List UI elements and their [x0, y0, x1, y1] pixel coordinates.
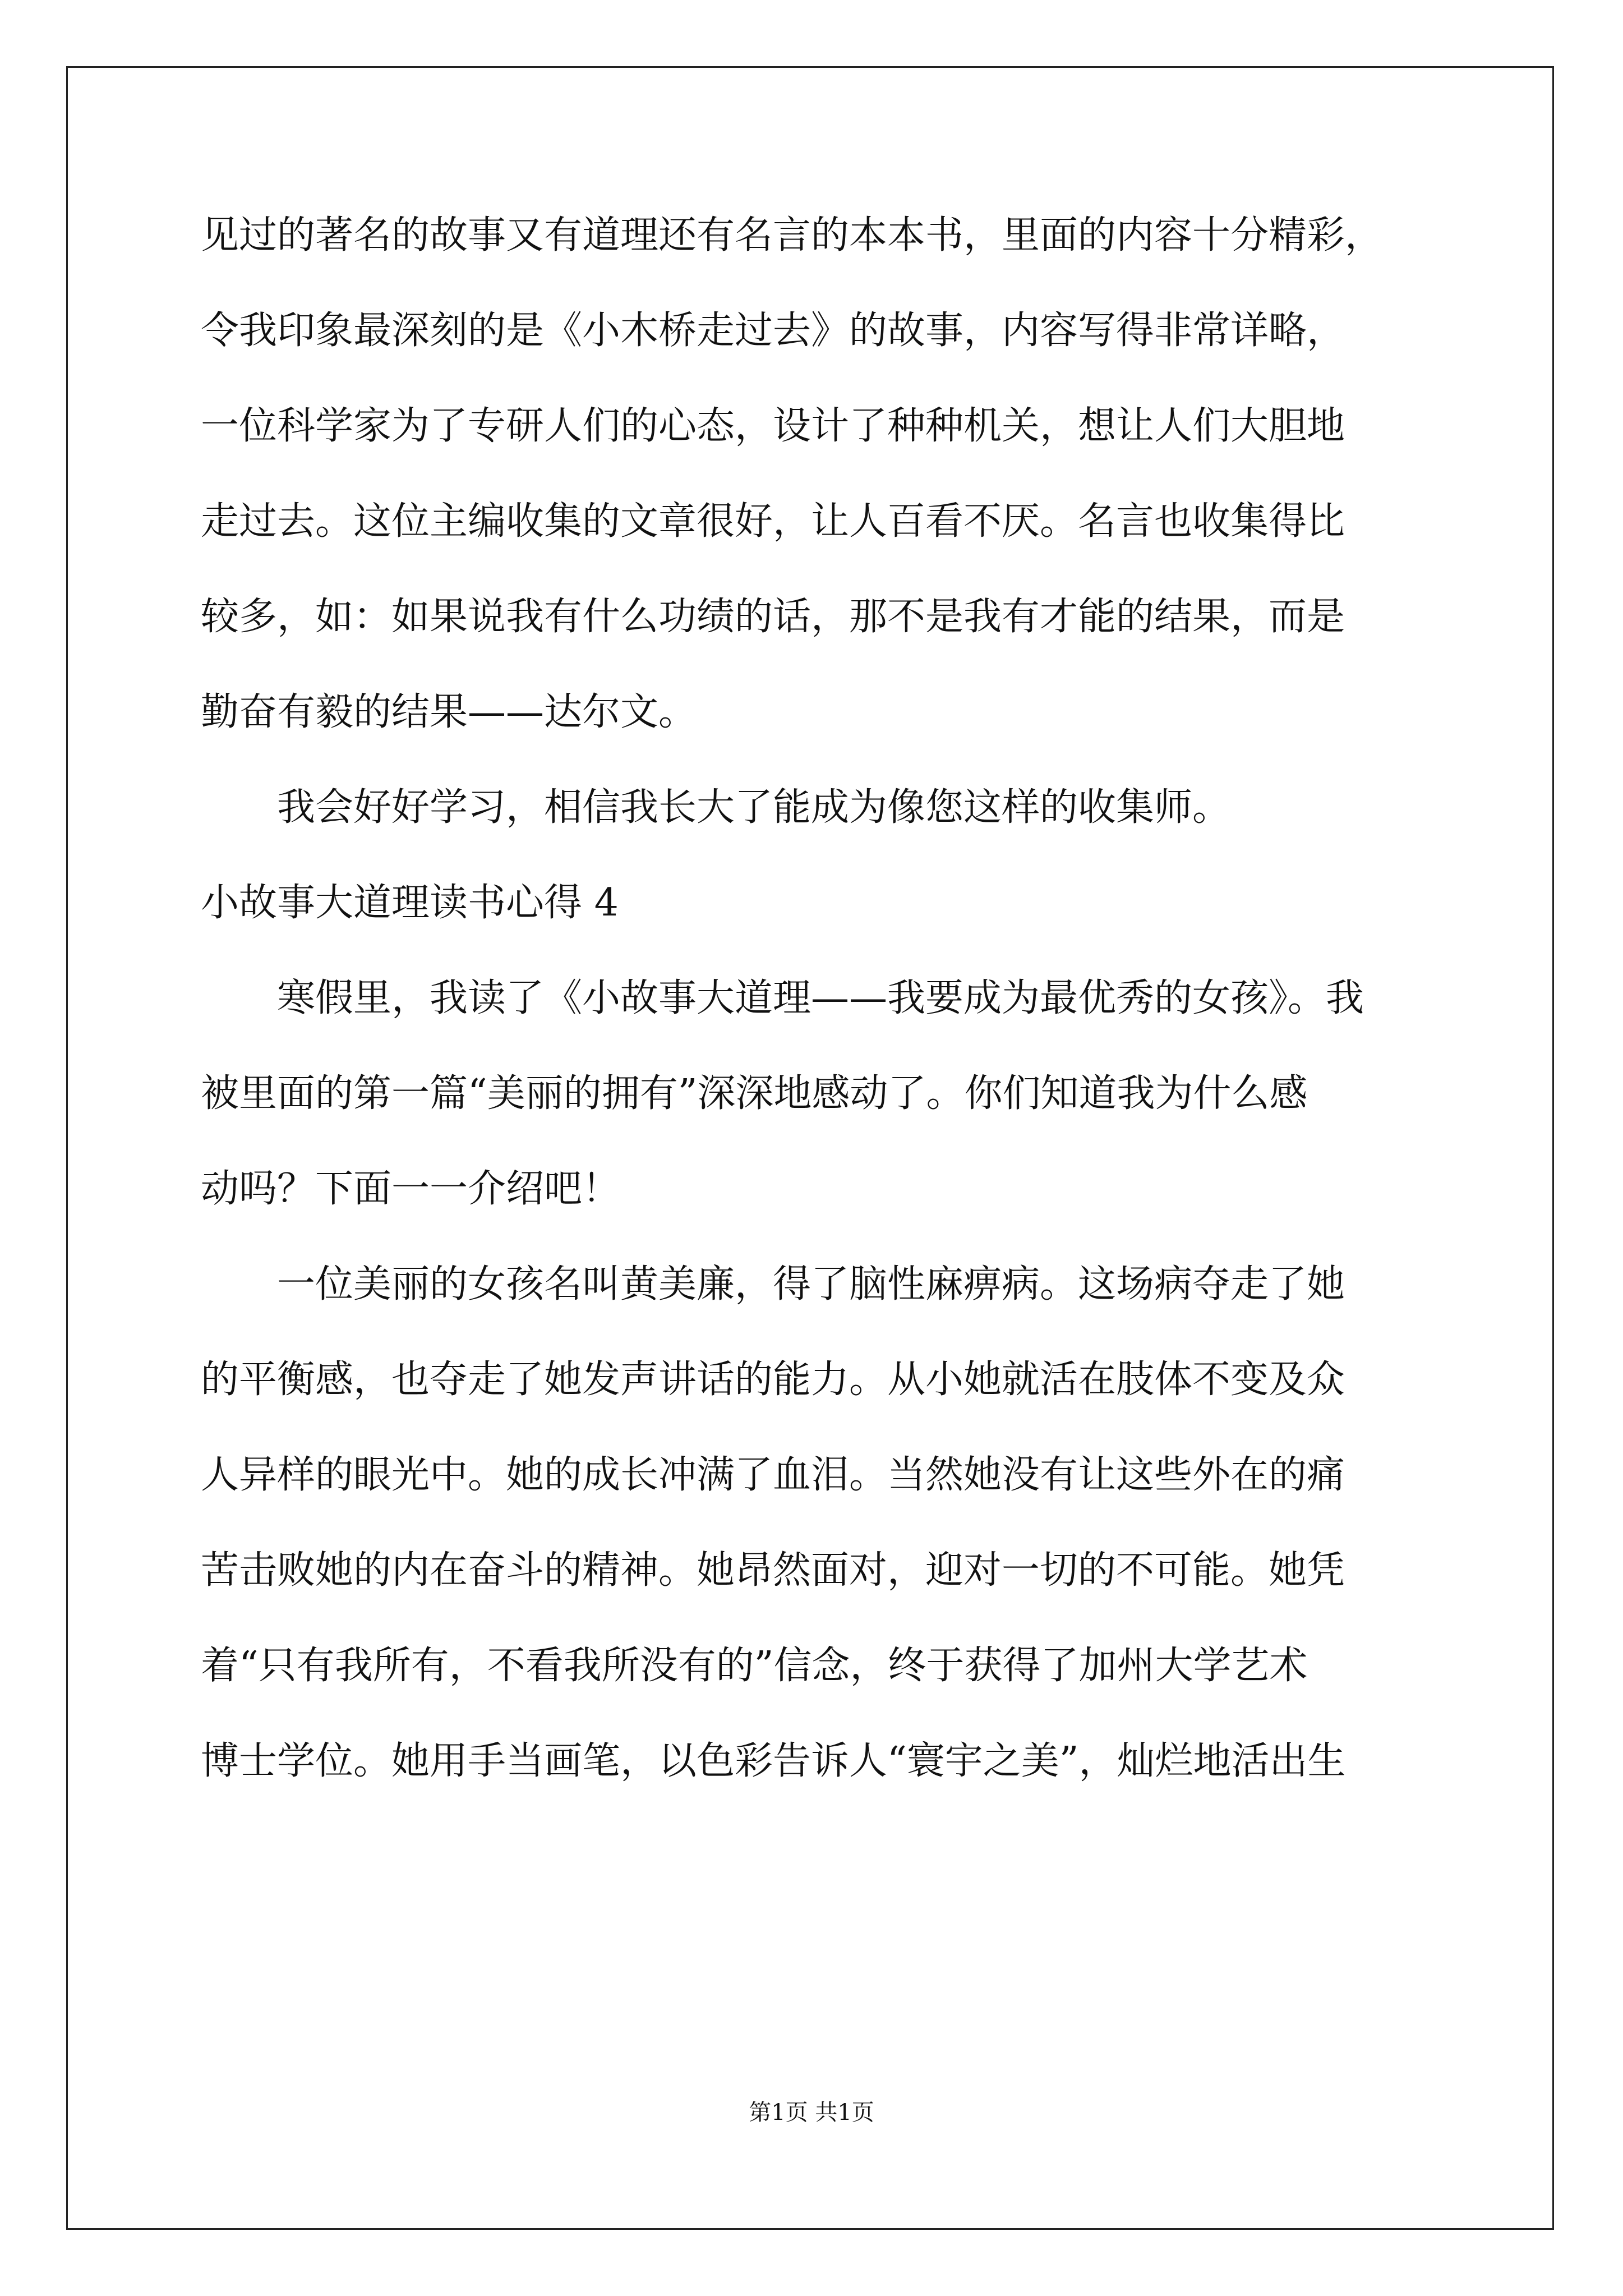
- paragraph-line: 动吗？下面一一介绍吧！: [201, 1167, 621, 1211]
- paragraph-line: 我会好好学习，相信我长大了能成为像您这样的收集师。: [277, 785, 1231, 830]
- paragraph-line: 被里面的第一篇“美丽的拥有”深深地感动了。你们知道我为什么感: [201, 1071, 1308, 1116]
- paragraph-line: 令我印象最深刻的是《小木桥走过去》的故事，内容写得非常详略，: [201, 309, 1345, 353]
- paragraph-line: 寒假里，我读了《小故事大道理——我要成为最优秀的女孩》。我: [277, 976, 1364, 1020]
- paragraph-line: 人异样的眼光中。她的成长冲满了血泪。当然她没有让这些外在的痛: [201, 1453, 1345, 1497]
- paragraph-line: 着“只有我所有，不看我所没有的”信念，终于获得了加州大学艺术: [201, 1644, 1308, 1688]
- paragraph-line: 较多，如：如果说我有什么功绩的话，那不是我有才能的结果，而是: [201, 595, 1345, 639]
- paragraph-line: 一位科学家为了专研人们的心态，设计了种种机关，想让人们大胆地: [201, 404, 1345, 448]
- paragraph-line: 一位美丽的女孩名叫黄美廉，得了脑性麻痹病。这场病夺走了她: [277, 1262, 1345, 1306]
- paragraph-line: 的平衡感，也夺走了她发声讲话的能力。从小她就活在肢体不变及众: [201, 1358, 1345, 1402]
- paragraph-line: 苦击败她的内在奋斗的精神。她昂然面对，迎对一切的不可能。她凭: [201, 1548, 1345, 1593]
- page-border: [66, 66, 1554, 2230]
- paragraph-line: 走过去。这位主编收集的文章很好，让人百看不厌。名言也收集得比: [201, 499, 1345, 544]
- paragraph-line: 勤奋有毅的结果——达尔文。: [201, 690, 697, 734]
- page-number-footer: 第1页 共1页: [749, 2100, 874, 2125]
- paragraph-line: 博士学位。她用手当画笔，以色彩告诉人“寰宇之美”，灿烂地活出生: [201, 1739, 1346, 1783]
- section-heading: 小故事大道理读书心得 4: [201, 881, 619, 925]
- paragraph-line: 见过的著名的故事又有道理还有名言的本本书，里面的内容十分精彩，: [201, 213, 1384, 257]
